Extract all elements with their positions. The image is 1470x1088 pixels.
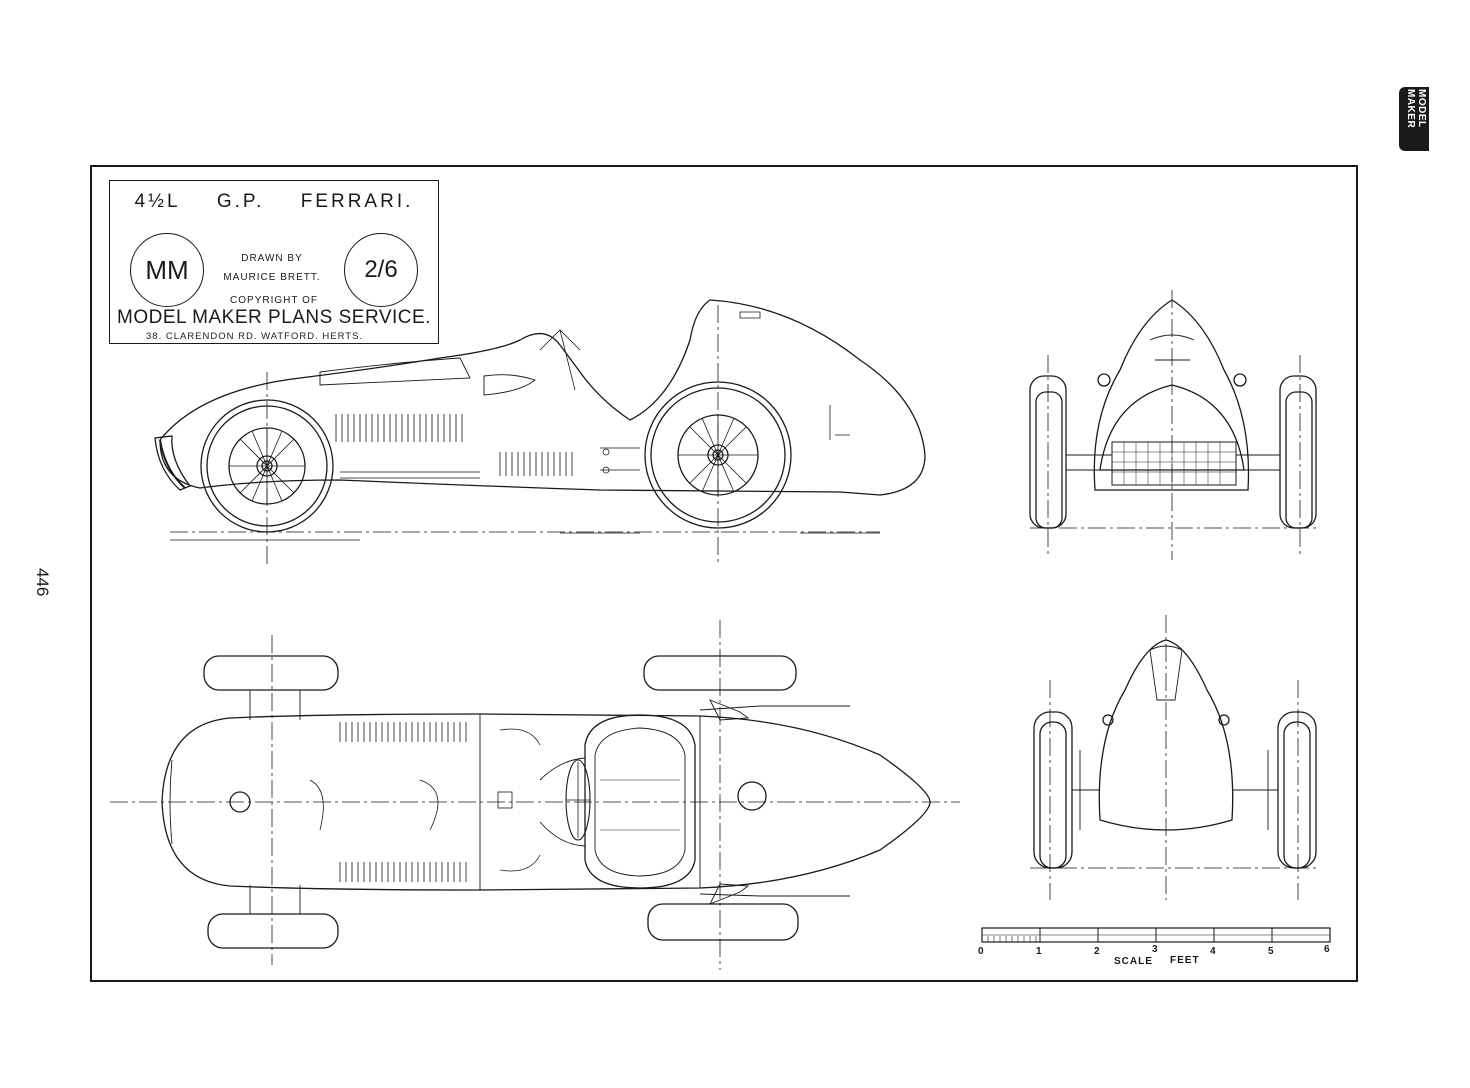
magazine-tab-label: MODEL MAKER	[1405, 89, 1427, 129]
scale-tick-6: 6	[1324, 944, 1330, 955]
front-view-drawing	[1030, 290, 1318, 560]
scale-bar	[982, 928, 1330, 942]
plan-view-drawing	[110, 620, 960, 970]
title-make: FERRARI.	[300, 191, 414, 212]
scale-tick-1: 1	[1036, 946, 1042, 957]
scale-label: SCALE	[1114, 956, 1153, 967]
drawn-by-label: DRAWN BY	[241, 253, 303, 264]
author-name: MAURICE BRETT.	[223, 272, 321, 283]
page-number: 446	[33, 568, 52, 597]
scale-tick-5: 5	[1268, 946, 1274, 957]
title-engine: 4½L	[134, 191, 181, 212]
publisher-address: 38. CLARENDON RD. WATFORD. HERTS.	[146, 331, 364, 342]
copyright-label: COPYRIGHT OF	[230, 295, 318, 306]
publisher-name: MODEL MAKER PLANS SERVICE.	[117, 307, 431, 328]
scale-tick-4: 4	[1210, 946, 1216, 957]
title-class: G.P.	[216, 191, 265, 212]
scale-unit: FEET	[1170, 955, 1200, 966]
rear-view-drawing	[1030, 615, 1318, 900]
price-badge: 2/6	[344, 233, 418, 307]
mm-logo-icon: MM	[130, 233, 204, 307]
side-view-drawing	[155, 300, 925, 566]
scale-tick-0: 0	[978, 946, 984, 957]
scale-tick-3: 3	[1152, 944, 1158, 955]
scale-tick-2: 2	[1094, 946, 1100, 957]
